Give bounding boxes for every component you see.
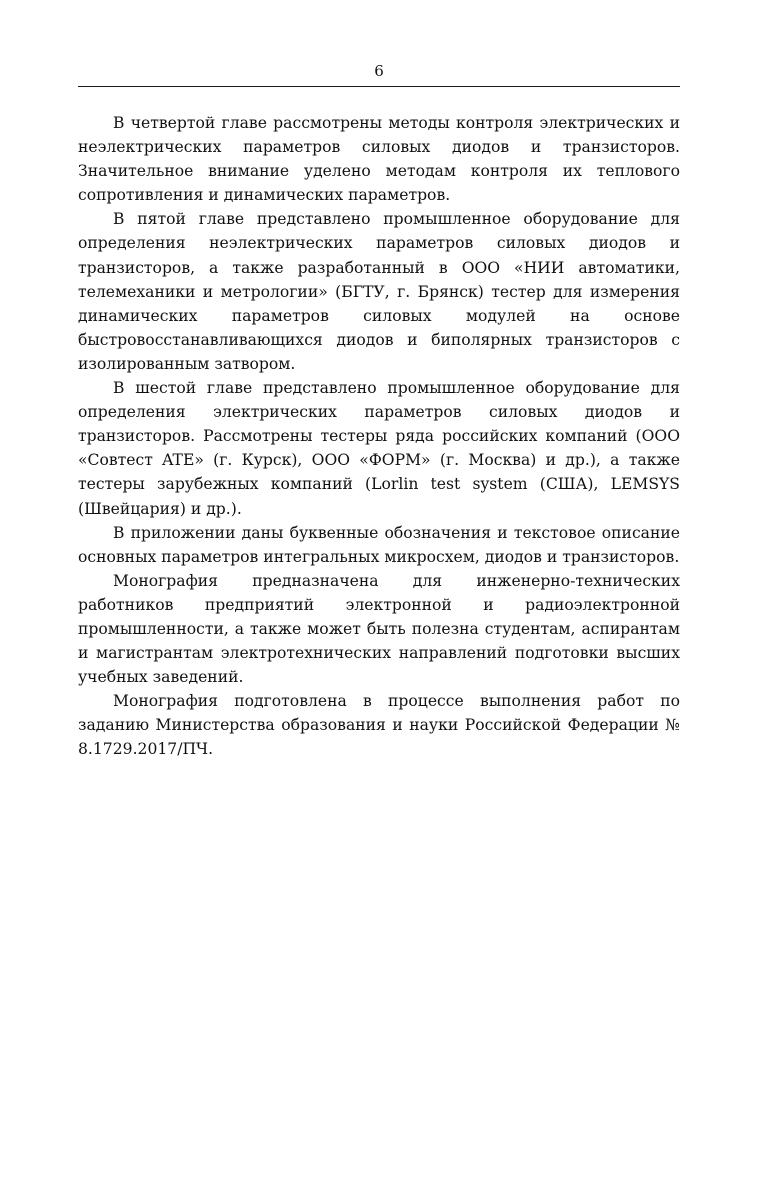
- header-rule: [78, 86, 680, 87]
- paragraph-audience: Монография предназначена для инженерно-технических работников предприятий электронной и радиоэлектронной промышленности, а также может быть полезна студентам, аспирантам и магистрантам электротехнических направлений подготовки высших учебных заведений.: [78, 571, 680, 687]
- paragraph-chapter-five: В пятой главе представлено промышленное оборудование для определения неэлектрических параметров силовых диодов и транзисторов, а также разработанный в ООО «НИИ автоматики, телемеханики и метрологии» (БГТУ, г. Брянск) тестер для измерения динамических параметров силовых модулей на основе быстровосстанавливающихся диодов и биполярных транзисторов с изолированным затвором.: [78, 210, 680, 373]
- paragraph-chapter-four: В четвертой главе рассмотрены методы контроля электрических и неэлектрических параметров силовых диодов и транзисторов. Значительное внимание уделено методам контроля их теплового сопротивления и динамических параметров.: [78, 114, 680, 205]
- paragraph-chapter-six: В шестой главе представлено промышленное оборудование для определения электрических параметров силовых диодов и транзисторов. Рассмотрены тестеры ряда российских компаний (ООО «Совтест ATE» (г. Курск), ООО «ФОРМ» (г. Москва) и др.), а также тестеры зарубежных компаний (Lorlin test system (США), LEMSYS (Швейцария) и др.).: [78, 379, 680, 518]
- paragraph-funding: Монография подготовлена в процессе выполнения работ по заданию Министерства образования и науки Российской Федерации № 8.1729.2017/ПЧ.: [78, 692, 680, 759]
- page-number: 6: [374, 62, 384, 80]
- body-text: [78, 111, 680, 762]
- paragraph-appendix: В приложении даны буквенные обозначения и текстовое описание основных параметров интегральных микросхем, диодов и транзисторов.: [78, 523, 680, 566]
